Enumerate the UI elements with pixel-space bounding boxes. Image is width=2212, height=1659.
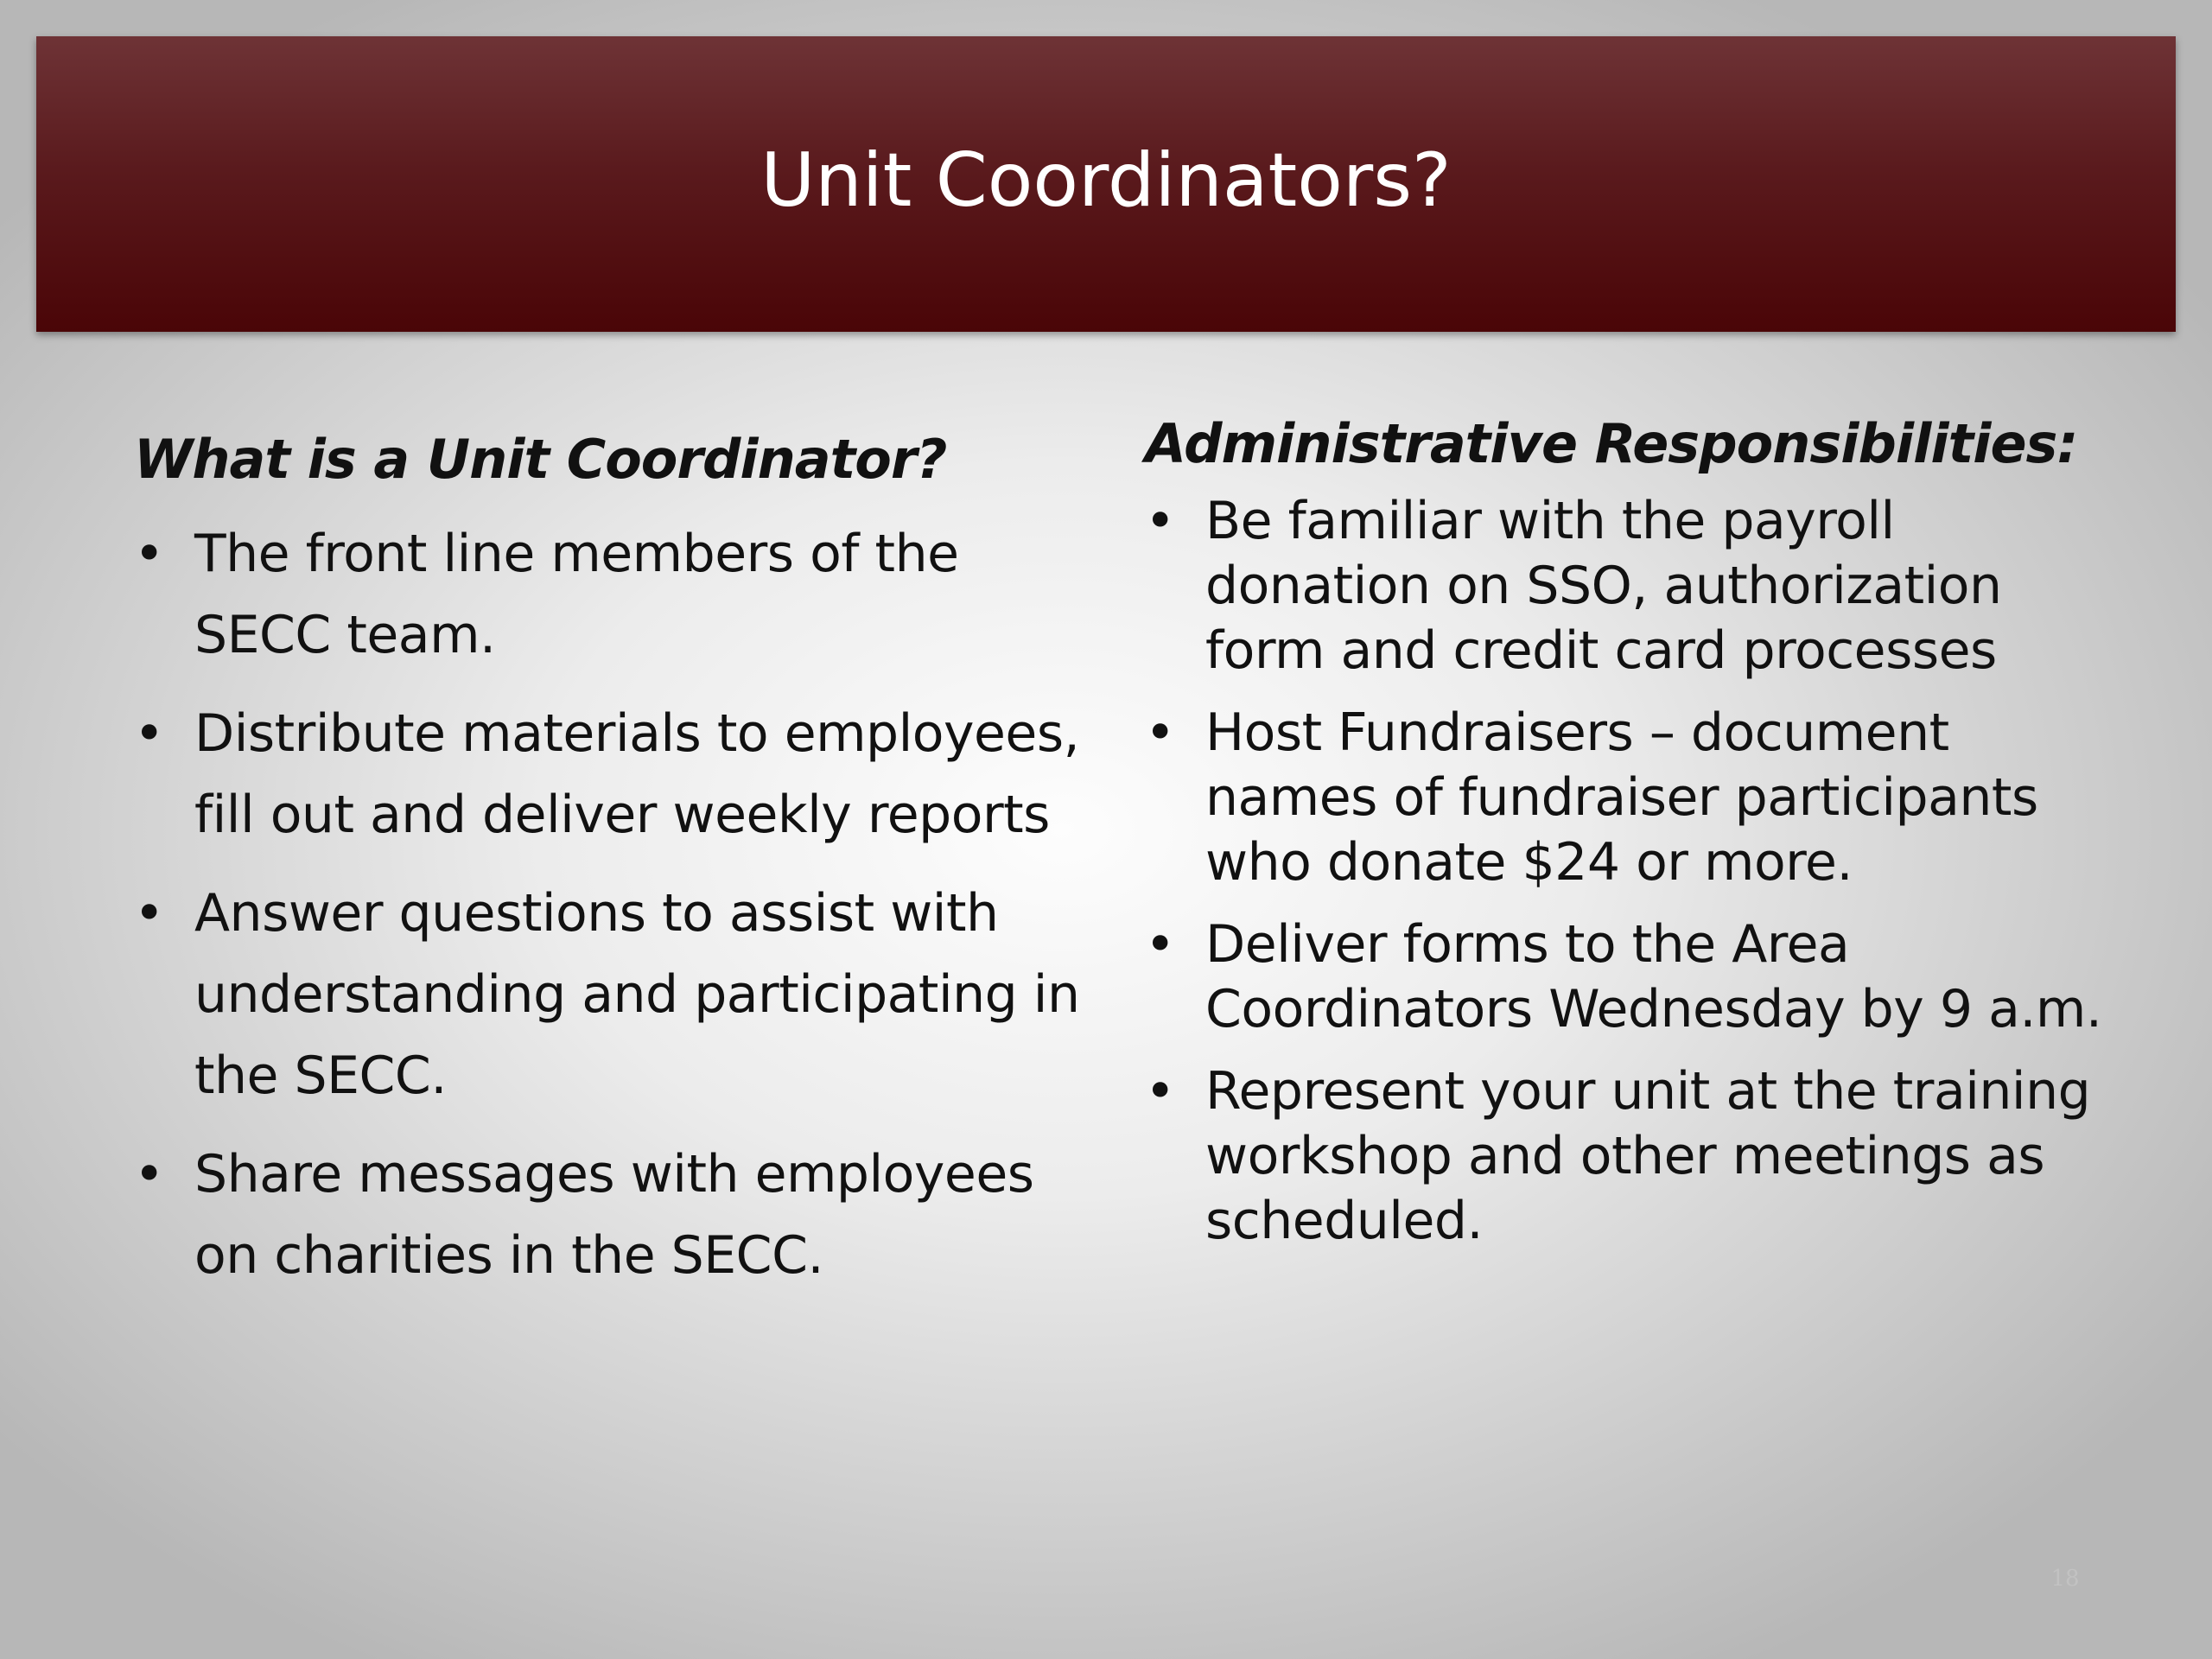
bullet-icon: •	[1145, 1061, 1175, 1122]
list-item	[134, 1134, 1110, 1296]
left-column-heading: What is a Unit Coordinator?	[134, 428, 947, 491]
list-item	[134, 693, 1110, 855]
list-item	[1145, 912, 2121, 1042]
left-bullet-list	[134, 513, 1110, 1296]
list-item-text: Represent your unit at the training workshop and other meetings as scheduled.	[1205, 1061, 2091, 1251]
slide-number: 18	[2050, 1566, 2080, 1592]
list-item-text: The front line members of the SECC team.	[194, 524, 959, 665]
list-item	[1145, 489, 2121, 683]
bullet-icon: •	[134, 883, 164, 944]
list-item	[134, 513, 1110, 676]
list-item-text: Distribute materials to employees, fill out and deliver weekly reports	[194, 703, 1080, 845]
list-item-text: Deliver forms to the Area Coordinators Wednesday by 9 a.m.	[1205, 914, 2102, 1039]
left-column	[134, 425, 1110, 1313]
list-item	[1145, 701, 2121, 895]
list-item-text: Be familiar with the payroll donation on SSO, authorization form and credit card processes	[1205, 491, 2002, 681]
right-bullet-list	[1145, 489, 2121, 1254]
bullet-icon: •	[1145, 702, 1175, 763]
bullet-icon: •	[134, 524, 164, 584]
right-column-heading: Administrative Responsibilities:	[1145, 412, 2078, 475]
bullet-icon: •	[134, 1144, 164, 1205]
list-item-text: Host Fundraisers – document names of fundraiser participants who donate $24 or more.	[1205, 702, 2038, 893]
slide-title: Unit Coordinators?	[760, 137, 1452, 224]
bullet-icon: •	[1145, 914, 1175, 975]
list-item-text: Answer questions to assist with understanding and participating in the SECC.	[194, 883, 1080, 1106]
list-item	[134, 873, 1110, 1116]
list-item	[1145, 1059, 2121, 1254]
bullet-icon: •	[134, 703, 164, 764]
title-banner	[36, 36, 2176, 332]
list-item-text: Share messages with employees on charities in the SECC.	[194, 1144, 1034, 1286]
bullet-icon: •	[1145, 491, 1175, 551]
right-column	[1145, 411, 2121, 1271]
